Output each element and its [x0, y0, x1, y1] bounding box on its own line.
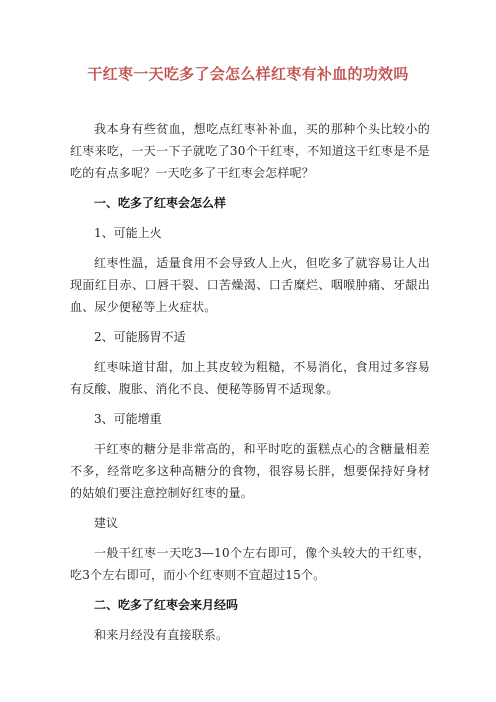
page-title: 干红枣一天吃多了会怎么样红枣有补血的功效吗 [87, 65, 409, 83]
item-2-label: 2、可能肠胃不适 [94, 330, 186, 344]
item-3-label: 3、可能增重 [94, 412, 162, 426]
item-3-text: 干红枣的糖分是非常高的，和平时吃的蛋糕点心的含糖量相差不多，经常吃多这种高糖分的食物，很容易长胖，想要保持好身材的姑娘们要注意控制好红枣的量。 [70, 442, 430, 500]
section-heading-2: 二、吃多了红枣会来月经吗 [94, 598, 239, 612]
intro-paragraph: 我本身有些贫血，想吃点红枣补补血，买的那种个头比较小的红枣来吃，一天一下子就吃了30个干红枣，不知道这干红枣是不是吃的有点多呢？一天吃多了干红枣会怎样呢？ [70, 122, 430, 180]
item-1-label: 1、可能上火 [94, 226, 162, 240]
advice-text: 一般干红枣一天吃3—10个左右即可，像个头较大的干红枣，吃3个左右即可，而小个红枣则不宜超过15个。 [70, 546, 430, 582]
article-body [70, 118, 430, 646]
advice-label: 建议 [94, 516, 119, 530]
section-2-text: 和来月经没有直接联系。 [94, 628, 229, 642]
item-1-text: 红枣性温，适量食用不会导致人上火，但吃多了就容易让人出现面红目赤、口唇干裂、口苦燥渴、口舌糜烂、咽喉肿痛、牙龈出血、尿少便秘等上火症状。 [70, 256, 430, 314]
section-heading-1: 一、吃多了红枣会怎么样 [94, 196, 227, 210]
item-2-text: 红枣味道甘甜，加上其皮较为粗糙，不易消化，食用过多容易有反酸、腹胀、消化不良、便秘等肠胃不适现象。 [70, 360, 430, 396]
